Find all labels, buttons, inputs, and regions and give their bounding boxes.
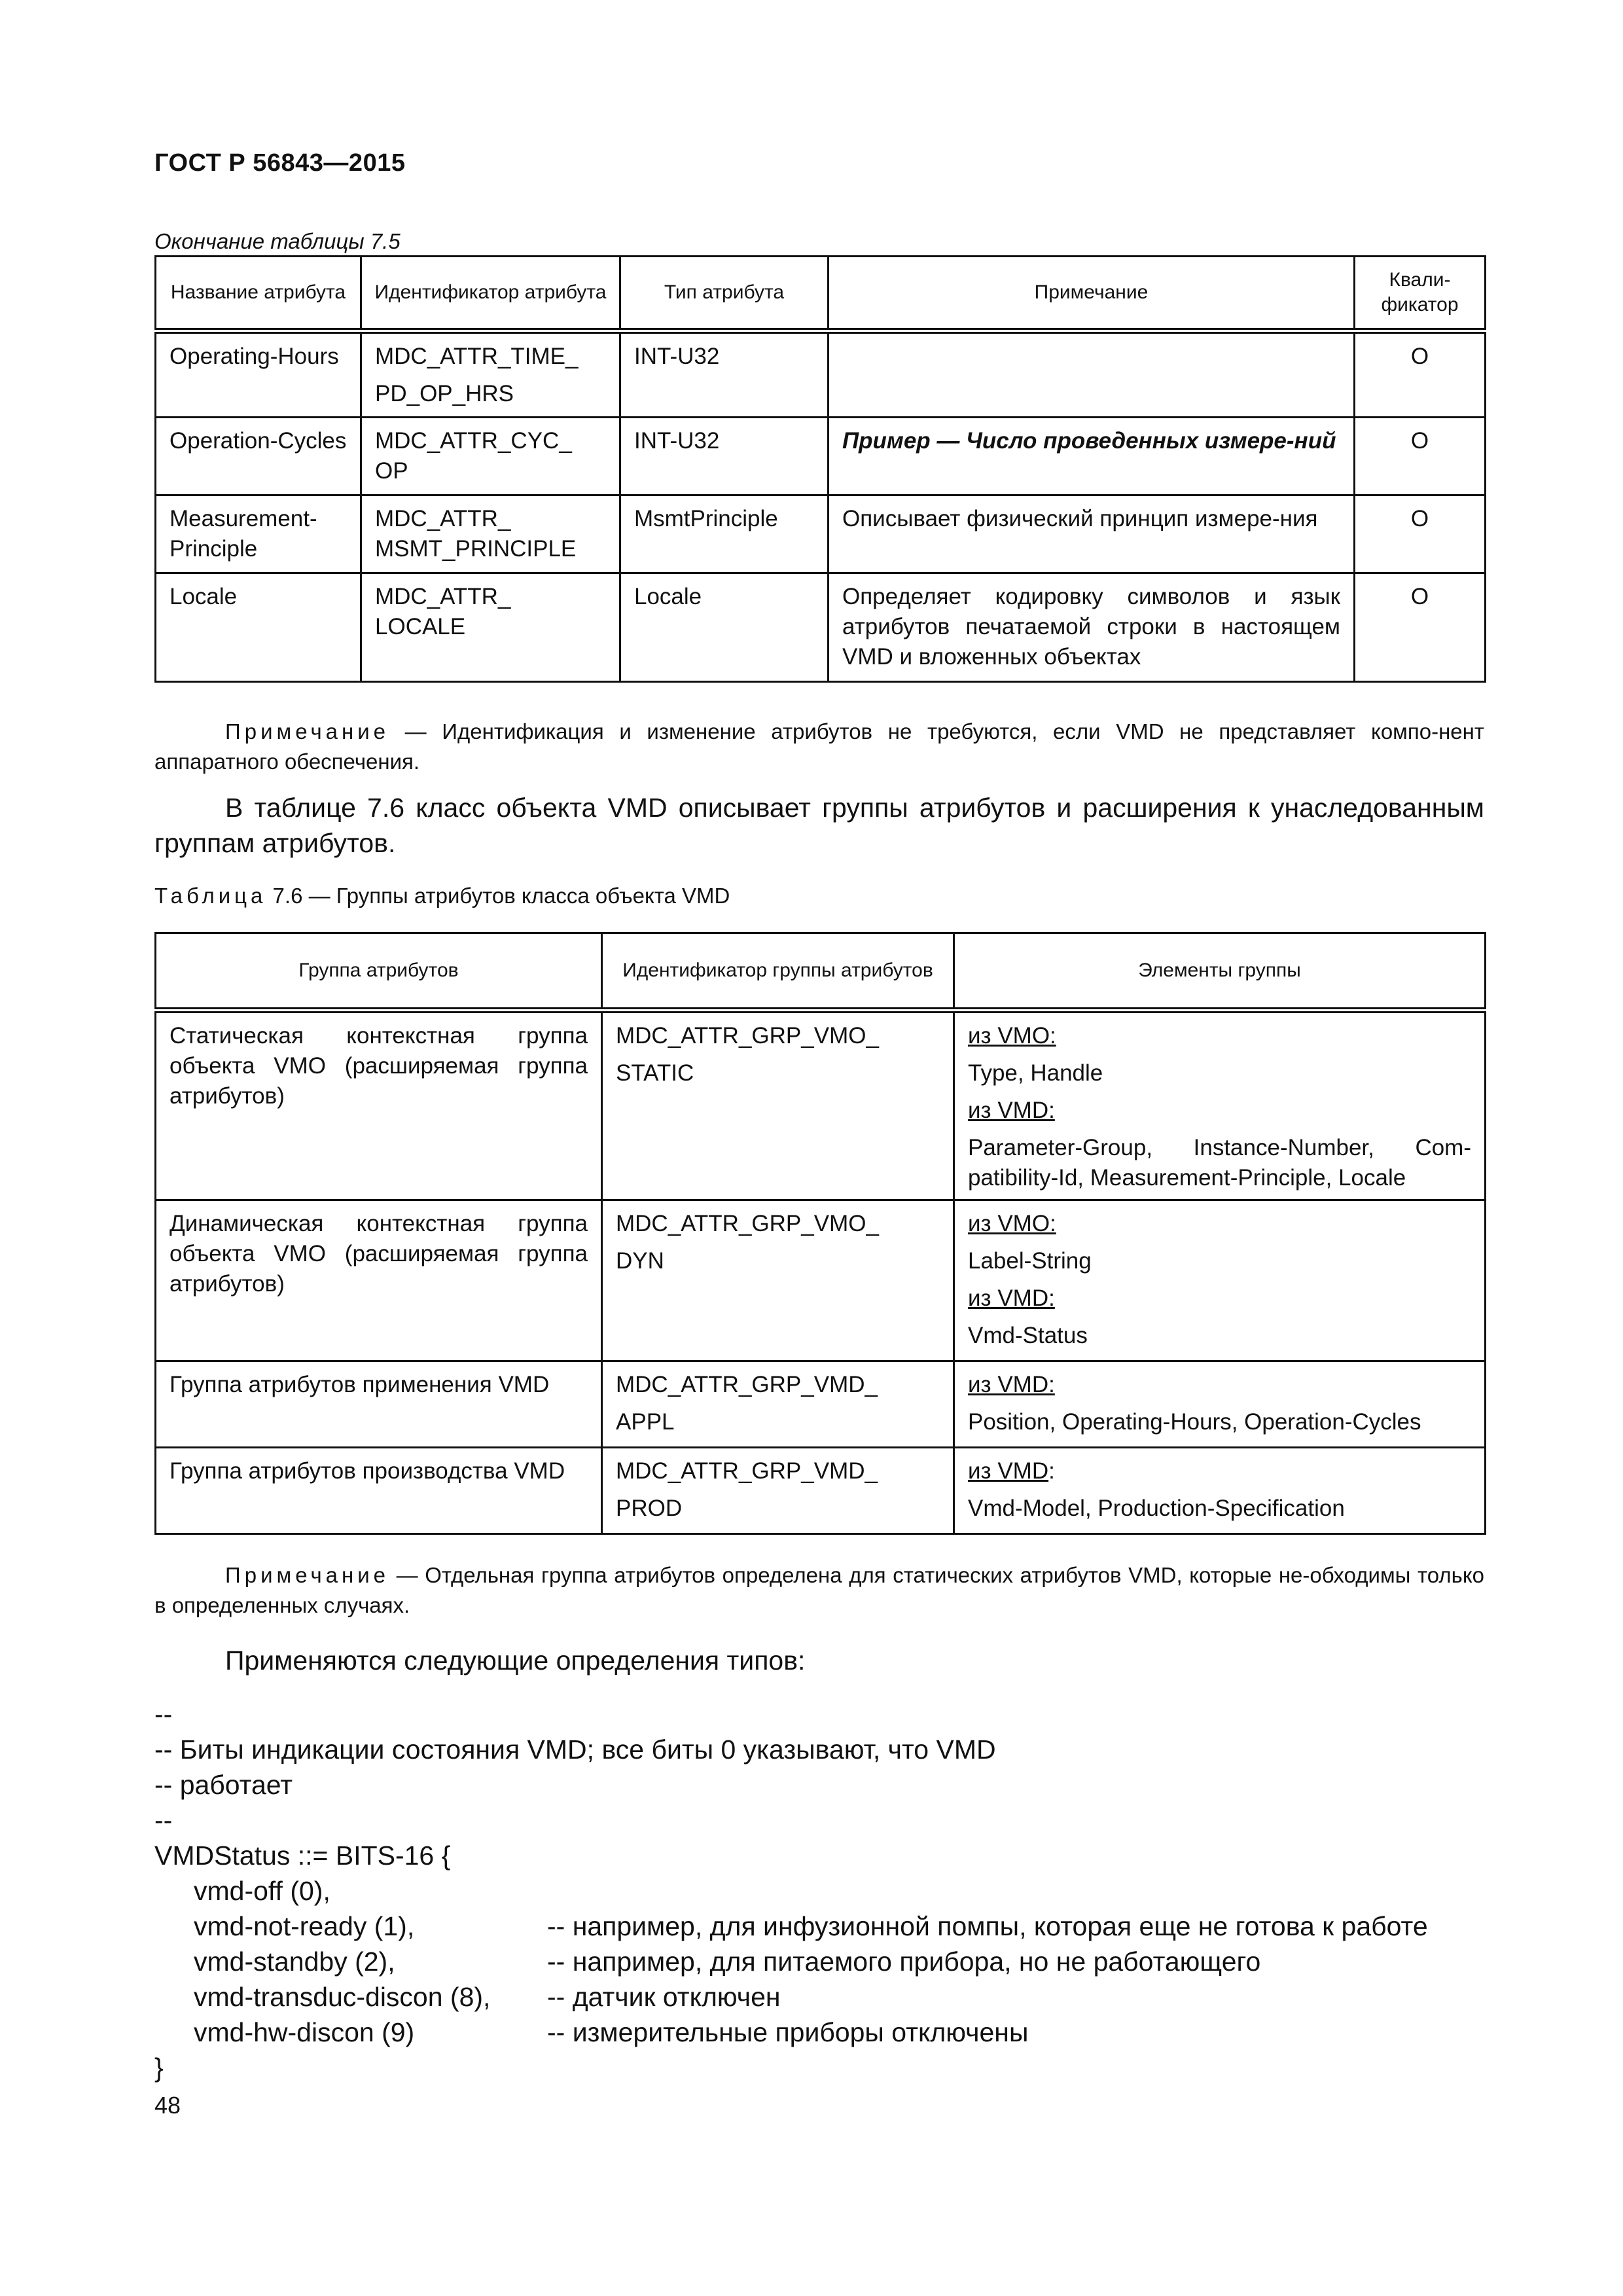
attribute-name: Locale [156, 573, 361, 682]
group-name: Статическая контекстная группа объекта VMO (расширяемая группа атрибутов) [156, 1011, 602, 1200]
group-id [602, 1011, 954, 1200]
source-label: из VMD: [968, 1098, 1055, 1123]
qualifier: O [1355, 418, 1486, 495]
group-id [602, 1361, 954, 1448]
id-line: MDC_ATTR_ [375, 506, 511, 531]
code-enum-item [154, 1979, 996, 2015]
element-list: Vmd-Status [968, 1323, 1088, 1348]
attribute-note [829, 331, 1355, 418]
attribute-id [361, 418, 620, 495]
table-row [156, 1448, 1486, 1534]
attribute-type: MsmtPrinciple [620, 495, 829, 573]
id-line: DYN [616, 1248, 664, 1274]
id-line: APPL [616, 1409, 675, 1435]
group-name: Динамическая контекстная группа объекта VMO (расширяемая группа атрибутов) [156, 1200, 602, 1361]
id-line: PD_OP_HRS [375, 381, 514, 406]
note-1 [154, 717, 1484, 777]
id-line: LOCALE [375, 614, 466, 639]
qualifier: O [1355, 573, 1486, 682]
table-row [156, 1361, 1486, 1448]
enum-comment: -- например, для инфузионной помпы, которая еще не готова к работе [547, 1911, 1428, 1941]
enum-def: vmd-standby (2), [194, 1946, 395, 1977]
id-line: MDC_ATTR_ [375, 584, 511, 609]
header-cell: Примечание [829, 257, 1355, 331]
group-name: Группа атрибутов применения VMD [156, 1361, 602, 1448]
attribute-id [361, 495, 620, 573]
source-label-line [968, 1456, 1471, 1486]
attribute-id [361, 573, 620, 682]
element-list: Type, Handle [968, 1060, 1103, 1086]
attribute-name: Operating-Hours [156, 331, 361, 418]
id-line: STATIC [616, 1060, 694, 1086]
attribute-type: Locale [620, 573, 829, 682]
attribute-type: INT-U32 [620, 331, 829, 418]
attribute-note: Пример — Число проведенных измере-ний [829, 418, 1355, 495]
group-elements [954, 1200, 1486, 1361]
id-line: PROD [616, 1496, 683, 1521]
table-row [156, 1011, 1486, 1200]
id-line: OP [375, 458, 408, 484]
id-line: MDC_ATTR_GRP_VMD_ [616, 1458, 878, 1484]
enum-comment: -- например, для питаемого прибора, но не работающего [547, 1946, 1261, 1977]
note-label: Примечание [225, 719, 390, 744]
table-header-row [156, 257, 1486, 331]
group-id [602, 1448, 954, 1534]
group-name: Группа атрибутов производства VMD [156, 1448, 602, 1534]
code-line: -- [154, 1805, 173, 1835]
element-list: Position, Operating-Hours, Operation-Cycles [968, 1409, 1421, 1435]
enum-comment: -- измерительные приборы отключены [547, 2017, 1029, 2047]
header-cell: Квали-фикатор [1355, 257, 1486, 331]
paragraph-2: Применяются следующие определения типов: [225, 1645, 806, 1676]
table-7-6 [154, 932, 1486, 1535]
header-cell: Название атрибута [156, 257, 361, 331]
id-line: MSMT_PRINCIPLE [375, 536, 577, 562]
element-list: Parameter-Group, Instance-Number, Com-patibility-Id, Measurement-Principle, Locale [968, 1135, 1471, 1191]
enum-comment: -- датчик отключен [547, 1982, 781, 2012]
id-line: MDC_ATTR_GRP_VMD_ [616, 1372, 878, 1397]
source-label: из VMO: [968, 1023, 1056, 1049]
paragraph-1: В таблице 7.6 класс объекта VMD описывает группы атрибутов и расширения к унаследованным группам атрибутов. [154, 793, 1484, 858]
code-line: VMDStatus ::= BITS-16 { [154, 1840, 451, 1871]
header-cell: Элементы группы [954, 933, 1486, 1011]
attribute-name: Operation-Cycles [156, 418, 361, 495]
note-text: — Идентификация и изменение атрибутов не требуются, если VMD не представляет компо-нент аппаратного обеспечения. [154, 719, 1484, 774]
code-line: -- Биты индикации состояния VMD; все биты 0 указывают, что VMD [154, 1734, 996, 1765]
id-line: MDC_ATTR_GRP_VMO_ [616, 1211, 879, 1236]
type-definition-code [154, 1696, 1428, 2085]
id-line: MDC_ATTR_CYC_ [375, 428, 572, 454]
table-row [156, 573, 1486, 682]
table-row [156, 495, 1486, 573]
element-list: Label-String [968, 1248, 1092, 1274]
code-line: -- [154, 1699, 173, 1729]
caption-text: 7.6 — Группы атрибутов класса объекта VMD [266, 884, 730, 908]
source-label: из VMD [968, 1458, 1049, 1484]
table-7-5-caption: Окончание таблицы 7.5 [154, 229, 401, 253]
note-2 [154, 1560, 1484, 1621]
header-cell: Идентификатор атрибута [361, 257, 620, 331]
qualifier: O [1355, 495, 1486, 573]
table-7-6-caption [154, 884, 730, 908]
code-enum-item [154, 2015, 1029, 2050]
enum-def: vmd-transduc-discon (8), [194, 1982, 491, 2012]
code-enum-item [154, 1944, 1261, 1979]
id-line: MDC_ATTR_TIME_ [375, 344, 579, 369]
code-enum-item [154, 1909, 1428, 1944]
group-elements [954, 1361, 1486, 1448]
table-row [156, 418, 1486, 495]
code-line: -- работает [154, 1770, 293, 1800]
source-label: из VMD: [968, 1285, 1055, 1311]
page-number: 48 [154, 2092, 181, 2119]
source-label: из VMD: [968, 1372, 1055, 1397]
attribute-name: Measurement-Principle [156, 495, 361, 573]
header-cell: Группа атрибутов [156, 933, 602, 1011]
attribute-note: Описывает физический принцип измере-ния [829, 495, 1355, 573]
attribute-type: INT-U32 [620, 418, 829, 495]
id-line: MDC_ATTR_GRP_VMO_ [616, 1023, 879, 1049]
code-enum-item [154, 1873, 996, 1909]
source-label-suffix: : [1048, 1458, 1055, 1484]
enum-def: vmd-hw-discon (9) [194, 2017, 415, 2047]
header-cell: Идентификатор группы атрибутов [602, 933, 954, 1011]
qualifier: O [1355, 331, 1486, 418]
document-header: ГОСТ Р 56843—2015 [154, 149, 406, 177]
note-text: — Отдельная группа атрибутов определена для статических атрибутов VMD, которые не-обходимы только в определенных случаях. [154, 1563, 1484, 1617]
note-label: Примечание [225, 1563, 390, 1587]
enum-def: vmd-not-ready (1), [194, 1911, 415, 1941]
group-elements [954, 1448, 1486, 1534]
table-row [156, 1200, 1486, 1361]
group-id [602, 1200, 954, 1361]
source-label: из VMO: [968, 1211, 1056, 1236]
group-elements [954, 1011, 1486, 1200]
table-row [156, 331, 1486, 418]
table-header-row [156, 933, 1486, 1011]
attribute-id [361, 331, 620, 418]
table-7-5 [154, 255, 1486, 683]
attribute-note: Определяет кодировку символов и язык атрибутов печатаемой строки в настоящем VMD и вложенных объектах [829, 573, 1355, 682]
header-cell: Тип атрибута [620, 257, 829, 331]
element-list: Vmd-Model, Production-Specification [968, 1496, 1345, 1521]
code-close-brace: } [154, 2053, 164, 2083]
caption-label: Таблица [154, 884, 267, 908]
enum-def: vmd-off (0), [194, 1876, 330, 1906]
